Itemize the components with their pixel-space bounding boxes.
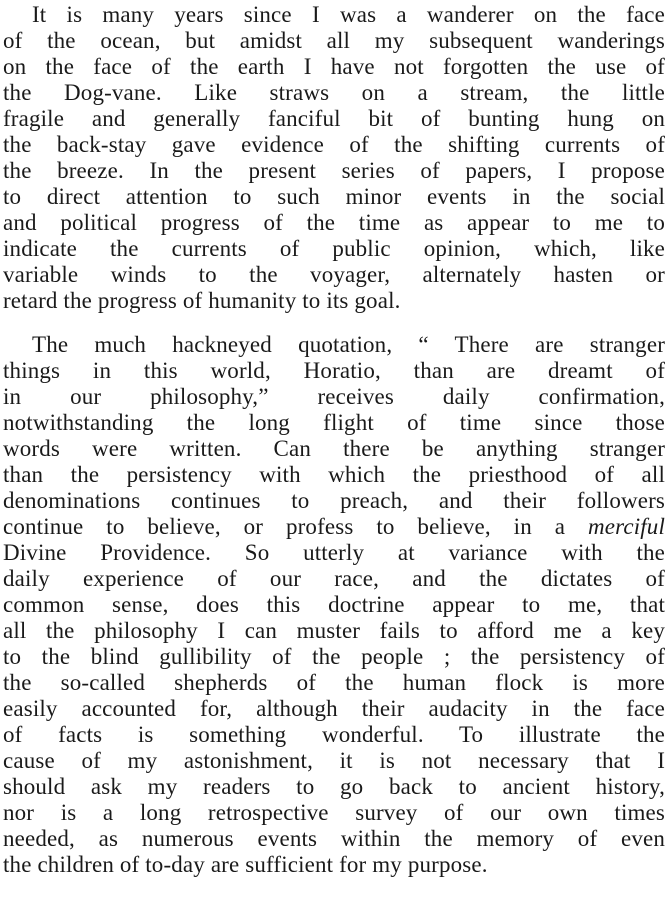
text-line: fragile and generally fanciful bit of bunting hung on (3, 106, 665, 131)
text-line: to direct attention to such minor events in the social (3, 184, 665, 209)
text-line: the so-called shepherds of the human flock is more (3, 670, 665, 695)
text-line: should ask my readers to go back to ancient history, (3, 774, 665, 799)
text-line: the Dog-vane. Like straws on a stream, the little (3, 80, 665, 105)
text-line: needed, as numerous events within the memory of even (3, 826, 665, 851)
text-line: the back-stay gave evidence of the shifting currents of (3, 132, 665, 157)
text-line: in our philosophy,” receives daily confirmation, (3, 384, 665, 409)
text-line: variable winds to the voyager, alternately hasten or (3, 262, 665, 287)
text-line: The much hackneyed quotation, “ There are stranger (32, 332, 665, 357)
text-line: cause of my astonishment, it is not necessary that I (3, 748, 665, 773)
text-line: denominations continues to preach, and their followers (3, 488, 665, 513)
text-segment: continue to believe, or profess to believe, in a (3, 514, 588, 539)
text-line: than the persistency with which the priesthood of all (3, 462, 665, 487)
text-line: notwithstanding the long flight of time since those (3, 410, 665, 435)
text-line: It is many years since I was a wanderer on the face (32, 2, 665, 27)
text-line: of the ocean, but amidst all my subsequent wanderings (3, 28, 665, 53)
text-line: things in this world, Horatio, than are dreamt of (3, 358, 665, 383)
text-line: on the face of the earth I have not forgotten the use of (3, 54, 665, 79)
italic-word: merciful (588, 514, 665, 539)
text-line: easily accounted for, although their audacity in the face (3, 696, 665, 721)
text-line: nor is a long retrospective survey of our own times (3, 800, 665, 825)
text-line: indicate the currents of public opinion, which, like (3, 236, 665, 261)
text-line: the children of to-day are sufficient for my purpose. (3, 852, 488, 877)
text-line: Divine Providence. So utterly at variance with the (3, 540, 665, 565)
text-line: of facts is something wonderful. To illustrate the (3, 722, 665, 747)
text-line: all the philosophy I can muster fails to afford me a key (3, 618, 665, 643)
text-line: the breeze. In the present series of papers, I propose (3, 158, 665, 183)
text-line: daily experience of our race, and the dictates of (3, 566, 665, 591)
text-line: and political progress of the time as appear to me to (3, 210, 665, 235)
text-line: common sense, does this doctrine appear to me, that (3, 592, 665, 617)
text-line: words were written. Can there be anything stranger (3, 436, 665, 461)
text-line: to the blind gullibility of the people ; the persistency of (3, 644, 665, 669)
text-line-with-italic (3, 514, 665, 540)
text-line: retard the progress of humanity to its goal. (3, 288, 401, 313)
